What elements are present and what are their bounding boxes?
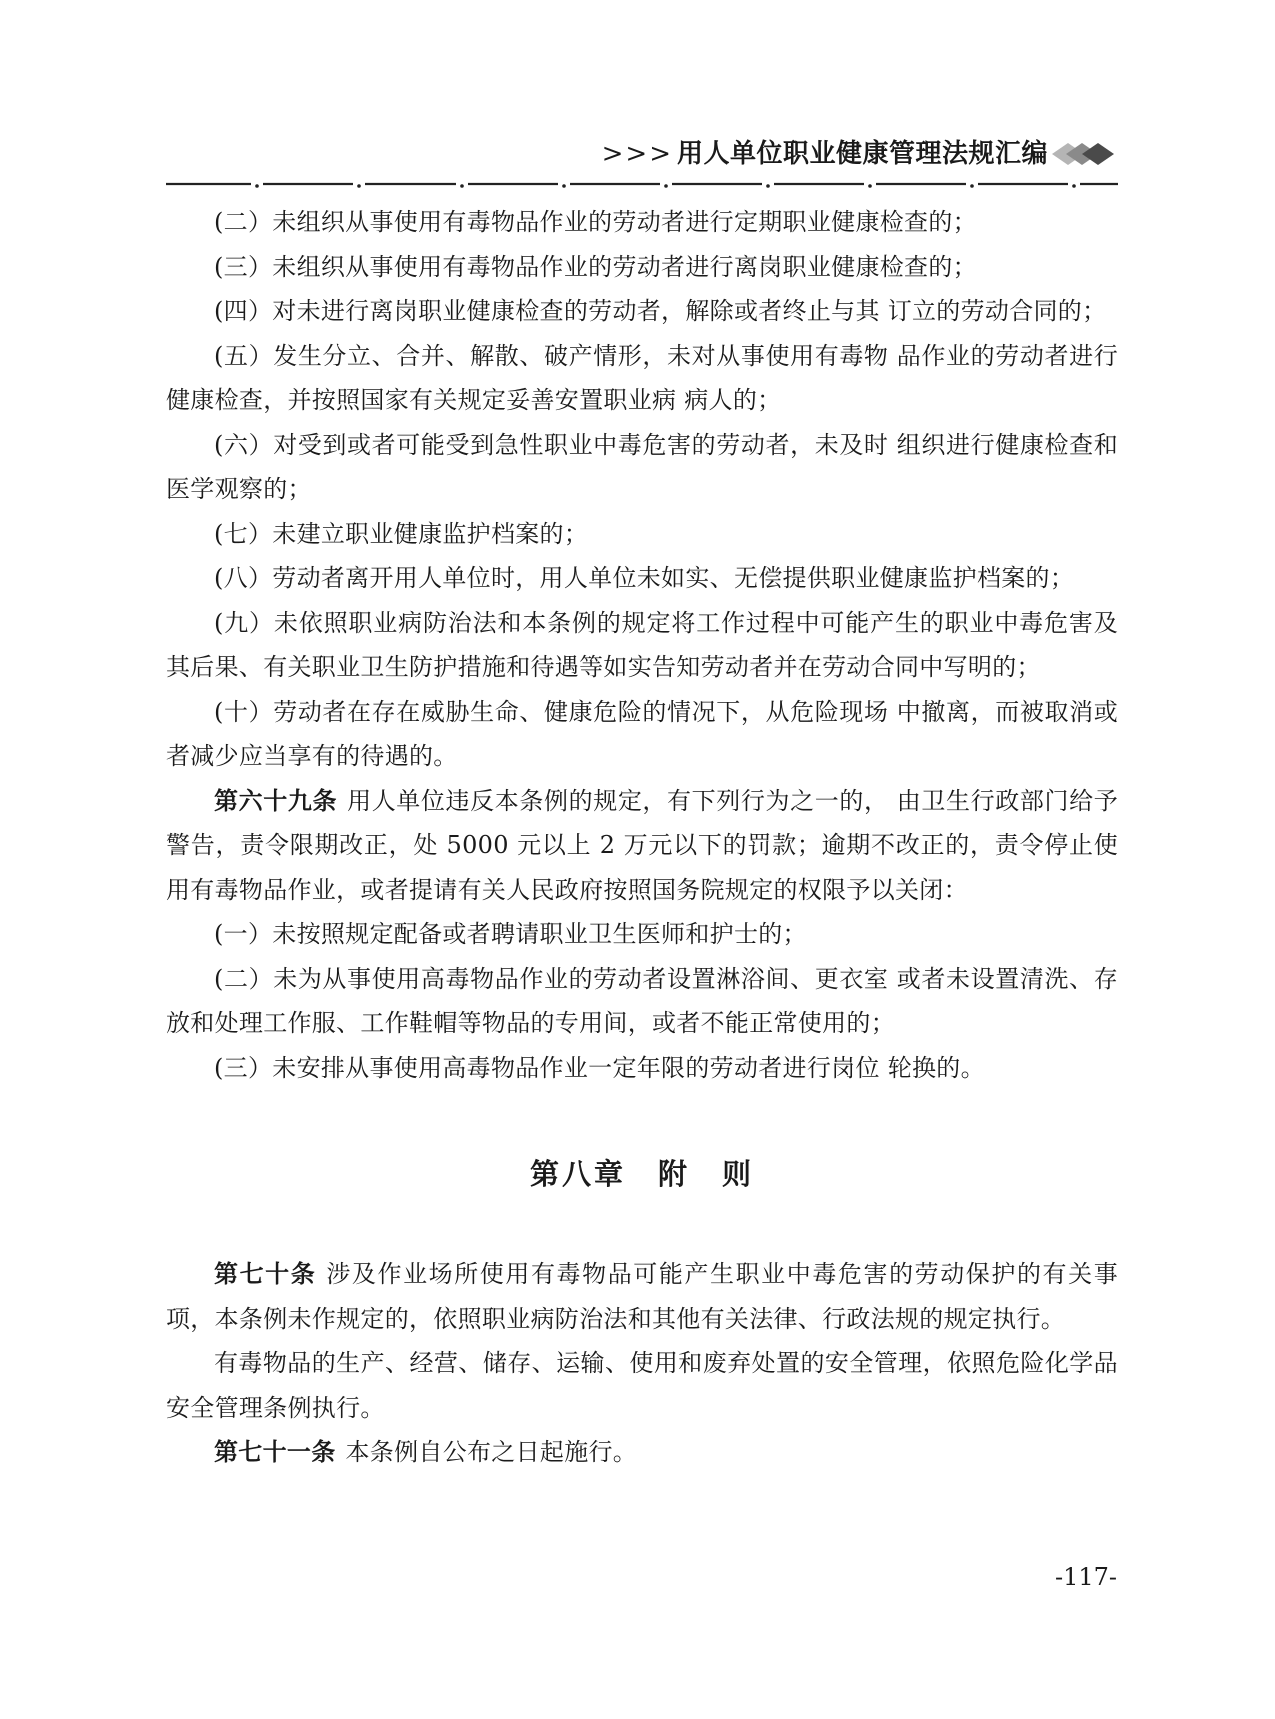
header-title-wrap (602, 136, 1048, 172)
paragraph (166, 1252, 1118, 1341)
header-divider (166, 180, 1118, 188)
paragraph-text: (七）未建立职业健康监护档案的； (214, 519, 589, 548)
article-number: 第六十九条 (214, 785, 338, 815)
paragraph (166, 1341, 1118, 1430)
paragraph (166, 1046, 1118, 1091)
paragraph-text: (六）对受到或者可能受到急性职业中毒危害的劳动者，未及时 组织进行健康检查和医学观察的； (166, 430, 1118, 503)
paragraph-text: 用人单位违反本条例的规定，有下列行为之一的， 由卫生行政部门给予警告，责令限期改正，处 5000 元以上 2 万元以下的罚款；逾期不改正的，责令停止使用有毒物品作业，或者提请有关人民政府按照国务院规定的权限予以关闭： (166, 786, 1119, 904)
paragraph-text: (一）未按照规定配备或者聘请职业卫生医师和护士的； (214, 920, 807, 948)
paragraph-text: 有毒物品的生产、经营、储存、运输、使用和废弃处置的安全管理，依照危险化学品安全管理条例执行。 (166, 1349, 1118, 1422)
paragraph-text: 涉及作业场所使用有毒物品可能产生职业中毒危害的劳动保护的有关事项，本条例未作规定的，依照职业病防治法和其他有关法律、行政法规的规定执行。 (166, 1260, 1118, 1333)
clauses-section (166, 200, 1118, 1090)
paragraph (166, 601, 1118, 690)
paragraph-text: (九）未依照职业病防治法和本条例的规定将工作过程中可能产生的职业中毒危害及其后果、有关职业卫生防护措施和待遇等如实告知劳动者并在劳动合同中写明的； (166, 608, 1118, 681)
article-number: 第七十条 (214, 1259, 317, 1288)
paragraph (166, 200, 1118, 245)
supplementary-section (166, 1252, 1118, 1475)
paragraph-text: (十）劳动者在存在威胁生命、健康危险的情况下，从危险现场 中撤离，而被取消或者减少应当享有的待遇的。 (166, 697, 1118, 770)
paragraph (166, 289, 1118, 334)
chapter-title: 第八章 附 则 (529, 1157, 754, 1191)
header-chevrons: >>> (601, 139, 673, 169)
page-number: -117- (1054, 1563, 1117, 1591)
paragraph-text: (三）未组织从事使用有毒物品作业的劳动者进行离岗职业健康检查的； (214, 252, 977, 281)
paragraph (166, 779, 1118, 913)
paragraph (166, 334, 1118, 423)
paragraph (166, 245, 1118, 290)
paragraph-text: (四）对未进行离岗职业健康检查的劳动者，解除或者终止与其 订立的劳动合同的； (214, 297, 1107, 325)
paragraph-text: (二）未组织从事使用有毒物品作业的劳动者进行定期职业健康检查的； (214, 208, 977, 236)
paragraph (166, 423, 1118, 512)
paragraph-text: 本条例自公布之日起施行。 (345, 1438, 638, 1466)
paragraph (166, 556, 1118, 601)
running-header (166, 136, 1118, 176)
paragraph (166, 912, 1118, 957)
header-title: 用人单位职业健康管理法规汇编 (676, 139, 1048, 169)
paragraph (166, 512, 1118, 557)
paragraph (166, 1430, 1118, 1475)
paragraph-text: (二）未为从事使用高毒物品作业的劳动者设置淋浴间、更衣室 或者未设置清洗、存放和处理工作服、工作鞋帽等物品的专用间，或者不能正常使用的； (166, 964, 1118, 1037)
paragraph (166, 690, 1118, 779)
paragraph (166, 957, 1118, 1046)
paragraph-text: (八）劳动者离开用人单位时，用人单位未如实、无偿提供职业健康监护档案的； (214, 564, 1075, 592)
diamond-ornament-icon (1052, 140, 1118, 168)
paragraph-text: (三）未安排从事使用高毒物品作业一定年限的劳动者进行岗位 轮换的。 (214, 1053, 985, 1082)
article-number: 第七十一条 (214, 1437, 336, 1466)
document-body (166, 200, 1118, 1475)
paragraph-text: (五）发生分立、合并、解散、破产情形，未对从事使用有毒物 品作业的劳动者进行健康检查，并按照国家有关规定妥善安置职业病 病人的； (166, 341, 1118, 414)
